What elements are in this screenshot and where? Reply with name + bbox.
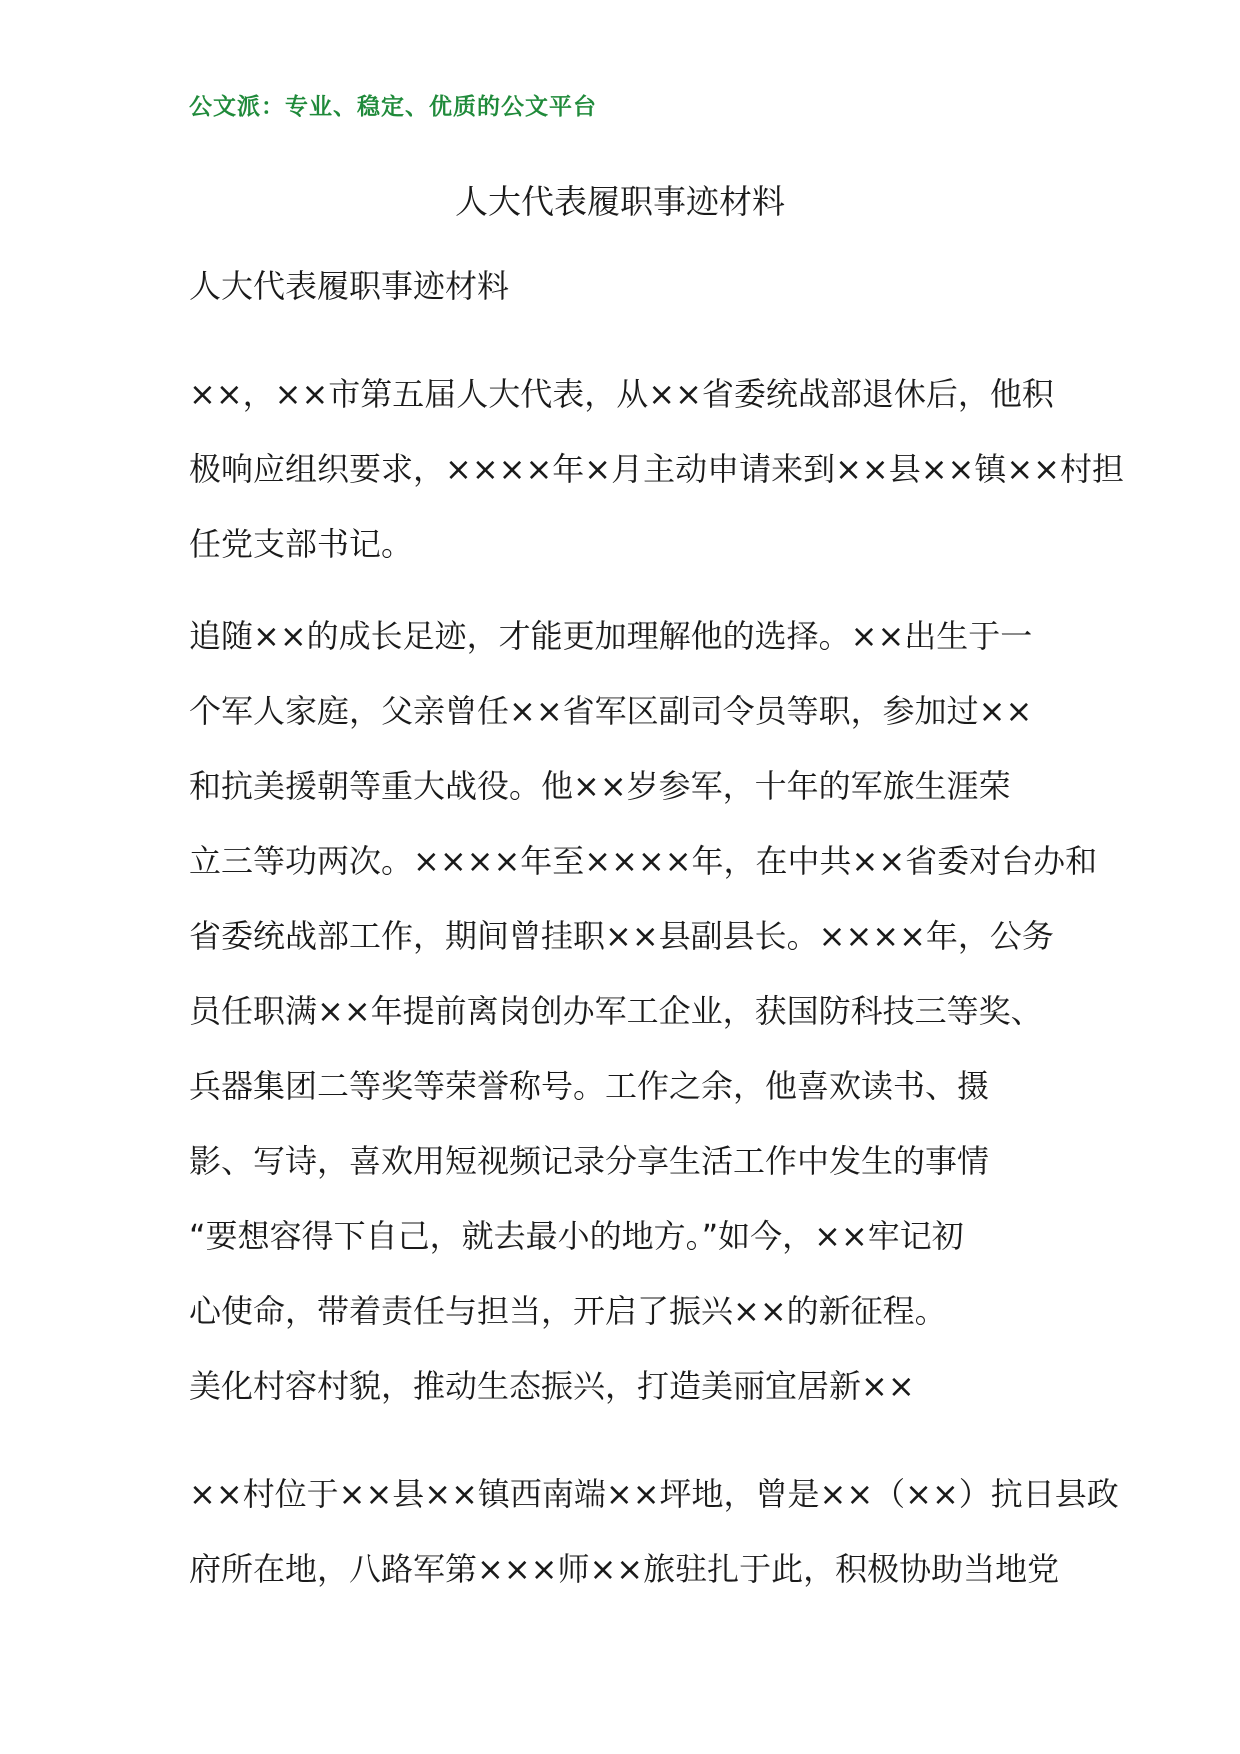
text-line: 省委统战部工作，期间曾挂职××县副县长。××××年，公务	[189, 917, 1054, 955]
text-line: 追随××的成长足迹，才能更加理解他的选择。××出生于一	[189, 617, 1033, 655]
text-line: 影、写诗，喜欢用短视频记录分享生活工作中发生的事情	[189, 1142, 990, 1180]
text-line: ××村位于××县××镇西南端××坪地，曾是××（××）抗日县政	[189, 1475, 1119, 1513]
text-line: 任党支部书记。	[189, 525, 414, 563]
text-line: “要想容得下自己，就去最小的地方。”如今，××牢记初	[189, 1217, 964, 1255]
text-line: 府所在地，八路军第×××师××旅驻扎于此，积极协助当地党	[189, 1550, 1060, 1588]
document-title: 人大代表履职事迹材料	[455, 182, 785, 221]
paragraph-background	[189, 599, 1098, 1349]
text-line: 极响应组织要求，××××年×月主动申请来到××县××镇××村担	[189, 450, 1124, 488]
paragraph-intro	[189, 357, 1124, 582]
header-brand: 公文派：专业、稳定、优质的公文平台	[189, 93, 597, 120]
document-body	[189, 266, 1124, 1624]
text-line: 员任职满××年提前离岗创办军工企业，获国防科技三等奖、	[189, 992, 1043, 1030]
text-line: 个军人家庭，父亲曾任××省军区副司令员等职，参加过××	[189, 692, 1033, 730]
section-heading: 美化村容村貌，推动生态振兴，打造美丽宜居新××	[189, 1367, 915, 1405]
text-line: 兵器集团二等奖等荣誉称号。工作之余，他喜欢读书、摄	[189, 1067, 990, 1105]
paragraph-village	[189, 1457, 1119, 1607]
text-line: 立三等功两次。××××年至××××年，在中共××省委对台办和	[189, 842, 1098, 880]
text-line: ××，××市第五届人大代表，从××省委统战部退休后，他积	[189, 375, 1054, 413]
document-subtitle: 人大代表履职事迹材料	[189, 267, 510, 305]
text-line: 和抗美援朝等重大战役。他××岁参军，十年的军旅生涯荣	[189, 767, 1011, 805]
text-line: 心使命，带着责任与担当，开启了振兴××的新征程。	[189, 1292, 947, 1330]
